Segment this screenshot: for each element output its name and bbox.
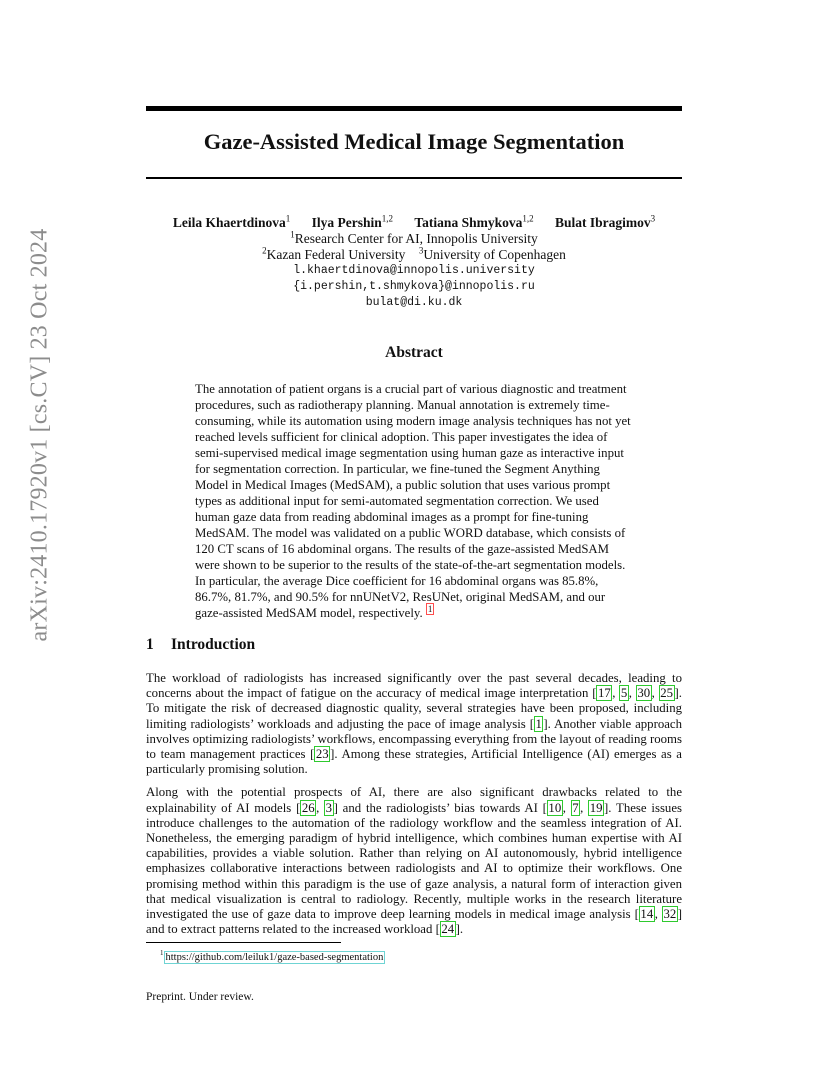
author: Leila Khaertdinova$^1$ [172, 213, 291, 230]
section-heading: 1 Introduction [146, 636, 256, 653]
footnote-rule [146, 942, 341, 943]
arxiv-side-stamp [20, 110, 60, 760]
citation-link[interactable]: 17 [597, 686, 611, 701]
citation-link[interactable]: 19 [589, 800, 603, 815]
citation-link[interactable]: 1 [535, 716, 542, 731]
citation-link[interactable]: 14 [640, 907, 654, 922]
preprint-note: Preprint. Under review. [146, 991, 254, 1003]
title-bottom-rule [146, 177, 682, 179]
affiliation-1: $^1$Research Center for AI, Innopolis University [290, 229, 538, 246]
footnote-reference-link[interactable]: 1 [427, 603, 433, 614]
citation-link[interactable]: 5 [620, 686, 628, 701]
affiliation-2-3: $^2$Kazan Federal University $^3$University of Copenhagen [262, 245, 566, 262]
title-top-rule [146, 106, 682, 111]
footnote: $^1$ https://github.com/leiluk1/gaze-based-segmentation [160, 949, 384, 963]
citation-link[interactable]: 26 [301, 800, 315, 815]
citation-link[interactable]: 7 [572, 800, 579, 815]
author-names [146, 215, 682, 231]
abstract-text: The annotation of patient organs is a crucial part of various diagnostic and treatment procedures, such as radiotherapy planning. Manual annotation is extremely time-consuming, while its automation using modern image analysis techniques has not yet reached levels sufficient for clinical adoption. This paper investigates the idea of semi-supervised medical image segmentation using human gaze as interactive input for segmentation correction. In particular, we fine-tuned the Segment Anything Model in Medical Images (MedSAM), a public solution that uses various prompt types as additional input for semi-automated segmentation correction. We used human gaze data from reading abdominal images as a prompt for fine-tuning MedSAM. The model was validated on a public WORD database, which consists of 120 CT scans of 16 abdominal organs. The results of the gaze-assisted MedSAM were shown to be superior to the results of the state-of-the-art segmentation models. In particular, the average Dice coefficient for 16 abdominal organs was 85.8%, 86.7%, 81.7%, and 90.5% for nnUNetV2, ResUNet, original MedSAM, and our gaze-assisted MedSAM model, respectively. [195, 382, 631, 620]
email-1: l.khaertdinova@innopolis.university [293, 264, 535, 277]
paper-title: Gaze-Assisted Medical Image Segmentation [203, 129, 625, 154]
citation-link[interactable]: 24 [441, 922, 455, 937]
paragraph: Along with the potential prospects of AI, there are also significant drawbacks related to the explainability of AI models [ 26 , 3 ] and the radiologists’ bias towards AI [ 10 , 7 , 19 ]. These issues introduce challenges to the automation of the radiology workflow and the seamless integration of AI. Nonetheless, the emerging paradigm of hybrid intelligence, which combines human expertise with AI capabilities, provides a viable solution. Rather than relying on AI autonomously, hybrid intelligence emphasizes collaborative interactions between radiologists and AI to optimize their workflows. One promising method within this paradigm is the use of gaze analysis, a natural form of interaction given that medical visualization is central to radiology. Recently, multiple works in the research literature investigated the use of gaze data to improve deep learning models in medical image analysis [ 14 , 32 ] and to extract patterns related to the increased workload [ 24 ]. [146, 785, 682, 937]
author: Tatiana Shmykova$^{1,2}$ [414, 213, 534, 230]
arxiv-id-text: arXiv:2410.17920v1 [cs.CV] 23 Oct 2024 [26, 228, 53, 642]
author: Bulat Ibragimov$^3$ [554, 213, 656, 230]
citation-link[interactable]: 23 [315, 747, 329, 762]
email-2: {i.pershin,t.shmykova}@innopolis.ru [293, 280, 535, 293]
paragraph: The workload of radiologists has increased significantly over the past several decades, leading to concerns about the impact of fatigue on the accuracy of medical image interpretation [ 17 , 5 , 30 , 25 ]. To mitigate the risk of decreased diagnostic quality, several strategies have been proposed, including limiting radiologists’ workloads and adjusting the pace of image analysis [ 1 ]. Another viable approach involves optimizing radiologists’ workflows, encompassing everything from the layout of reading rooms to team management practices [ 23 ]. Among these strategies, Artificial Intelligence (AI) emerges as a particularly promising solution. [146, 671, 682, 777]
abstract-body [195, 381, 635, 621]
github-link[interactable]: https://github.com/leiluk1/gaze-based-segmentation [165, 951, 384, 963]
email-3: bulat@di.ku.dk [365, 296, 463, 309]
abstract-heading: Abstract [385, 344, 443, 361]
author-block [146, 215, 682, 311]
citation-link[interactable]: 32 [663, 907, 677, 922]
author: Ilya Pershin$^{1,2}$ [311, 213, 394, 230]
citation-link[interactable]: 10 [548, 800, 562, 815]
citation-link[interactable]: 3 [325, 800, 333, 815]
citation-link[interactable]: 30 [637, 686, 651, 701]
introduction-body [146, 671, 682, 945]
citation-link[interactable]: 25 [660, 686, 674, 701]
